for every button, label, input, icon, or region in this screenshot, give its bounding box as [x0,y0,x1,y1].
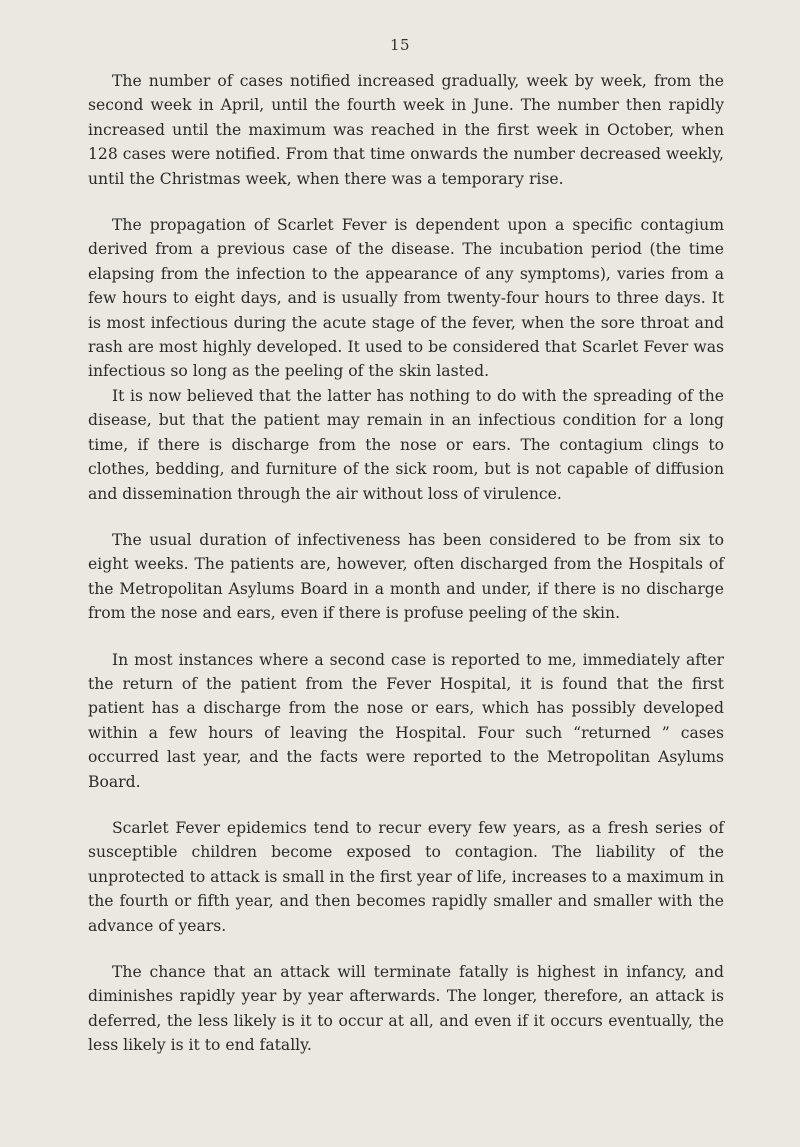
paragraph-fatality-chance: The chance that an attack will terminate fatally is highest in infancy, and diminishes rapidly year by year afterwards. The longer, therefore, an attack is deferred, the less likely is it to occur at all, and even if it occurs eventually, the less likely is it to end fatally. [88,963,724,1055]
page-number: 15 [389,36,411,54]
paragraph-duration-of-infectiveness: The usual duration of infectiveness has been considered to be from six to eight weeks. The patients are, however, often discharged from the Hospitals of the Metropolitan Asylums Board in a month and under, if there is no discharge from the nose and ears, even if there is profuse peeling of the skin. [88,530,724,623]
paragraph-returned-cases: In most instances where a second case is reported to me, immediately after the return of the patient from the Fever Hospital, it is found that the first patient has a discharge from the nose or ears, which has possibly developed within a few hours of leaving the Hospital. Four such “returned ” cases occurred last year, and the facts were reported to the Metropolitan Asylums Board. [88,650,724,791]
paragraph-epidemic-recurrence: Scarlet Fever epidemics tend to recur every few years, as a fresh series of susceptible children become exposed to contagion. The liability of the unprotected to attack is small in the first year of life, increases to a maximum in the fourth or fifth year, and then becomes rapidly smaller and smaller with the advance of years. [88,818,724,935]
paragraph-propagation: The propagation of Scarlet Fever is dependent upon a specific contagium derived from a previous case of the disease. The incubation period (the time elapsing from the infection to the appearance of any symptoms), varies from a few hours to eight days, and is usually from twenty-four hours to three days. It is most infectious during the acute stage of the fever, when the sore throat and rash are most highly developed. It used to be considered that Scarlet Fever was infectious so long as the peeling of the skin lasted. [88,216,724,381]
body-text [88,69,724,1080]
paragraph-case-notifications: The number of cases notified increased gradually, week by week, from the second week in April, until the fourth week in June. The number then rapidly increased until the maximum was reached in the first week in October, when 128 cases were notified. From that time onwards the number decreased weekly, until the Christmas week, when there was a temporary rise. [88,72,724,188]
paragraph-infectious-condition: It is now believed that the latter has nothing to do with the spreading of the disease, but that the patient may remain in an infectious condition for a long time, if there is discharge from the nose or ears. The contagium clings to clothes, bedding, and furniture of the sick room, but is not capable of diffusion and dissemination through the air without loss of virulence. [88,386,724,503]
